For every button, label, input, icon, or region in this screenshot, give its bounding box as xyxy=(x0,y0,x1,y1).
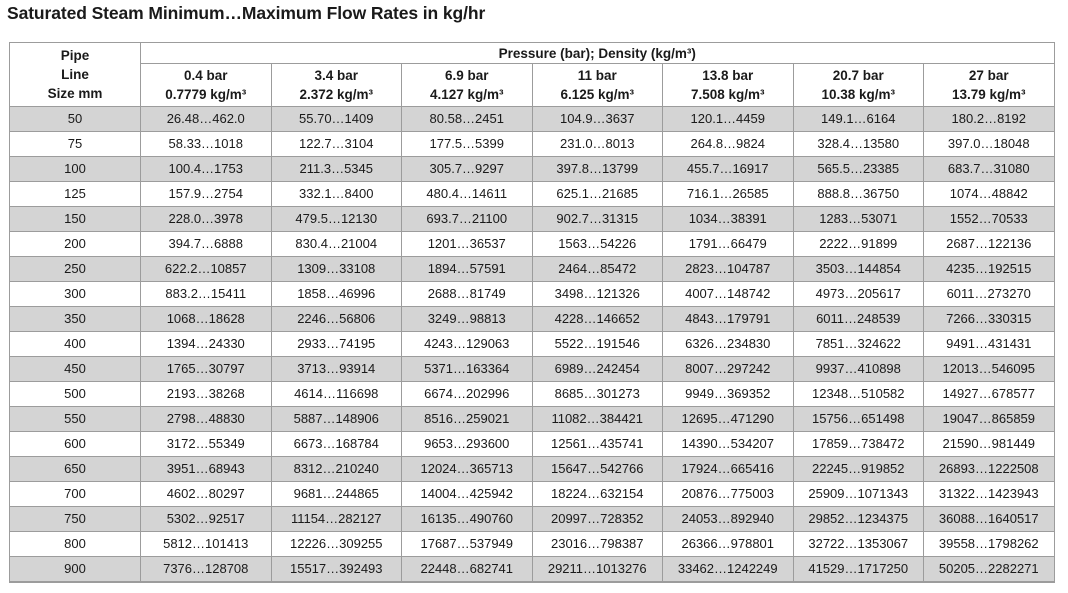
pipe-size-cell: 125 xyxy=(10,182,141,207)
flow-rate-cell: 149.1…6164 xyxy=(793,107,924,132)
flow-rate-cell: 17859…738472 xyxy=(793,432,924,457)
table-row xyxy=(10,557,1055,583)
flow-rate-cell: 1074…48842 xyxy=(924,182,1055,207)
pipe-size-cell: 350 xyxy=(10,307,141,332)
flow-rate-cell: 8312…210240 xyxy=(271,457,402,482)
flow-rate-cell: 622.2…10857 xyxy=(141,257,272,282)
flow-rate-cell: 15647…542766 xyxy=(532,457,663,482)
flow-rate-cell: 394.7…6888 xyxy=(141,232,272,257)
flow-rate-cell: 20876…775003 xyxy=(663,482,794,507)
table-row xyxy=(10,282,1055,307)
flow-rate-cell: 455.7…16917 xyxy=(663,157,794,182)
flow-rate-cell: 19047…865859 xyxy=(924,407,1055,432)
column-header-4 xyxy=(663,64,794,107)
table-row xyxy=(10,307,1055,332)
table-row xyxy=(10,182,1055,207)
flow-rate-cell: 3503…144854 xyxy=(793,257,924,282)
flow-rate-cell: 1068…18628 xyxy=(141,307,272,332)
column-header-2 xyxy=(402,64,533,107)
flow-rate-cell: 397.0…18048 xyxy=(924,132,1055,157)
flow-rate-cell: 1894…57591 xyxy=(402,257,533,282)
flow-rate-cell: 1394…24330 xyxy=(141,332,272,357)
flow-rate-cell: 7376…128708 xyxy=(141,557,272,583)
flow-rate-cell: 2464…85472 xyxy=(532,257,663,282)
flow-rate-cell: 830.4…21004 xyxy=(271,232,402,257)
flow-rate-cell: 104.9…3637 xyxy=(532,107,663,132)
flow-rate-cell: 397.8…13799 xyxy=(532,157,663,182)
pipe-size-cell: 800 xyxy=(10,532,141,557)
flow-rate-cell: 1791…66479 xyxy=(663,232,794,257)
flow-rate-cell: 24053…892940 xyxy=(663,507,794,532)
flow-rate-cell: 902.7…31315 xyxy=(532,207,663,232)
flow-rate-cell: 12226…309255 xyxy=(271,532,402,557)
flow-rate-cell: 5812…101413 xyxy=(141,532,272,557)
pipe-size-cell: 150 xyxy=(10,207,141,232)
flow-rate-cell: 1765…30797 xyxy=(141,357,272,382)
table-row xyxy=(10,357,1055,382)
flow-rate-cell: 41529…1717250 xyxy=(793,557,924,583)
flow-rate-cell: 883.2…15411 xyxy=(141,282,272,307)
column-pressure: 13.8 bar xyxy=(702,68,754,83)
pressure-density-group-header: Pressure (bar); Density (kg/m³) xyxy=(141,43,1055,64)
table-row xyxy=(10,532,1055,557)
flow-rate-cell: 480.4…14611 xyxy=(402,182,533,207)
pipe-size-cell: 75 xyxy=(10,132,141,157)
flow-rate-cell: 122.7…3104 xyxy=(271,132,402,157)
flow-rate-cell: 305.7…9297 xyxy=(402,157,533,182)
flow-rate-cell: 22245…919852 xyxy=(793,457,924,482)
flow-rate-cell: 2193…38268 xyxy=(141,382,272,407)
column-pressure: 3.4 bar xyxy=(314,68,359,83)
flow-rate-cell: 6989…242454 xyxy=(532,357,663,382)
flow-rate-cell: 22448…682741 xyxy=(402,557,533,583)
flow-rate-cell: 58.33…1018 xyxy=(141,132,272,157)
flow-rate-cell: 100.4…1753 xyxy=(141,157,272,182)
flow-rate-cell: 29852…1234375 xyxy=(793,507,924,532)
flow-rate-cell: 157.9…2754 xyxy=(141,182,272,207)
page-title: Saturated Steam Minimum…Maximum Flow Rates in kg/hr xyxy=(7,3,486,23)
flow-rate-cell: 32722…1353067 xyxy=(793,532,924,557)
column-header-6 xyxy=(924,64,1055,107)
column-pressure: 27 bar xyxy=(968,68,1009,83)
flow-rate-cell: 14390…534207 xyxy=(663,432,794,457)
flow-rate-cell: 6011…273270 xyxy=(924,282,1055,307)
table-row xyxy=(10,207,1055,232)
flow-rate-cell: 4614…116698 xyxy=(271,382,402,407)
pipe-size-cell: 750 xyxy=(10,507,141,532)
flow-rate-cell: 6674…202996 xyxy=(402,382,533,407)
flow-rate-cell: 565.5…23385 xyxy=(793,157,924,182)
flow-rate-cell: 693.7…21100 xyxy=(402,207,533,232)
flow-rate-cell: 80.58…2451 xyxy=(402,107,533,132)
flow-rate-cell: 4973…205617 xyxy=(793,282,924,307)
flow-rate-cell: 1563…54226 xyxy=(532,232,663,257)
flow-rate-cell: 5887…148906 xyxy=(271,407,402,432)
table-row xyxy=(10,382,1055,407)
pipe-size-header-line1: Pipe xyxy=(60,48,90,63)
table-header xyxy=(10,43,1055,107)
pipe-size-cell: 300 xyxy=(10,282,141,307)
flow-rate-cell: 29211…1013276 xyxy=(532,557,663,583)
flow-rate-cell: 6673…168784 xyxy=(271,432,402,457)
flow-rate-cell: 12024…365713 xyxy=(402,457,533,482)
table-row xyxy=(10,232,1055,257)
column-density: 4.127 kg/m³ xyxy=(429,87,504,102)
flow-rate-cell: 3713…93914 xyxy=(271,357,402,382)
flow-rate-cell: 12348…510582 xyxy=(793,382,924,407)
column-pressure: 0.4 bar xyxy=(183,68,228,83)
flow-rate-cell: 18224…632154 xyxy=(532,482,663,507)
column-density: 6.125 kg/m³ xyxy=(560,87,635,102)
flow-rate-cell: 625.1…21685 xyxy=(532,182,663,207)
pipe-size-cell: 400 xyxy=(10,332,141,357)
column-pressure: 20.7 bar xyxy=(832,68,884,83)
table-row xyxy=(10,132,1055,157)
flow-rate-cell: 120.1…4459 xyxy=(663,107,794,132)
flow-rate-cell: 26366…978801 xyxy=(663,532,794,557)
flow-rate-cell: 177.5…5399 xyxy=(402,132,533,157)
flow-rate-cell: 1858…46996 xyxy=(271,282,402,307)
flow-rate-cell: 17924…665416 xyxy=(663,457,794,482)
column-density: 10.38 kg/m³ xyxy=(821,87,896,102)
pipe-size-cell: 250 xyxy=(10,257,141,282)
flow-rate-cell: 39558…1798262 xyxy=(924,532,1055,557)
table-row xyxy=(10,332,1055,357)
flow-rate-cell: 31322…1423943 xyxy=(924,482,1055,507)
flow-rate-cell: 25909…1071343 xyxy=(793,482,924,507)
pipe-size-cell: 50 xyxy=(10,107,141,132)
table-row xyxy=(10,157,1055,182)
flow-rate-cell: 228.0…3978 xyxy=(141,207,272,232)
pipe-size-cell: 650 xyxy=(10,457,141,482)
flow-rate-cell: 4843…179791 xyxy=(663,307,794,332)
flow-rate-cell: 9949…369352 xyxy=(663,382,794,407)
flow-rate-cell: 14927…678577 xyxy=(924,382,1055,407)
flow-rate-cell: 1201…36537 xyxy=(402,232,533,257)
pipe-size-cell: 200 xyxy=(10,232,141,257)
flow-rate-cell: 26893…1222508 xyxy=(924,457,1055,482)
flow-rate-cell: 2798…48830 xyxy=(141,407,272,432)
flow-rate-cell: 50205…2282271 xyxy=(924,557,1055,583)
column-header-0 xyxy=(141,64,272,107)
flow-rate-cell: 888.8…36750 xyxy=(793,182,924,207)
flow-rate-cell: 11082…384421 xyxy=(532,407,663,432)
table-row xyxy=(10,107,1055,132)
pipe-size-cell: 450 xyxy=(10,357,141,382)
pipe-size-cell: 900 xyxy=(10,557,141,583)
flow-rate-cell: 15756…651498 xyxy=(793,407,924,432)
column-density: 0.7779 kg/m³ xyxy=(165,87,247,102)
flow-rate-cell: 8685…301273 xyxy=(532,382,663,407)
flow-rate-cell: 4602…80297 xyxy=(141,482,272,507)
flow-rate-cell: 21590…981449 xyxy=(924,432,1055,457)
flow-rate-cell: 8516…259021 xyxy=(402,407,533,432)
flow-rate-cell: 264.8…9824 xyxy=(663,132,794,157)
flow-rate-cell: 716.1…26585 xyxy=(663,182,794,207)
table-row xyxy=(10,482,1055,507)
flow-rate-cell: 479.5…12130 xyxy=(271,207,402,232)
flow-rate-cell: 17687…537949 xyxy=(402,532,533,557)
flow-rate-cell: 1552…70533 xyxy=(924,207,1055,232)
flow-rate-cell: 14004…425942 xyxy=(402,482,533,507)
flow-rate-cell: 4235…192515 xyxy=(924,257,1055,282)
flow-rate-cell: 11154…282127 xyxy=(271,507,402,532)
flow-rate-cell: 9491…431431 xyxy=(924,332,1055,357)
flow-rate-cell: 2688…81749 xyxy=(402,282,533,307)
flow-rate-cell: 9653…293600 xyxy=(402,432,533,457)
flow-rate-cell: 6011…248539 xyxy=(793,307,924,332)
pipe-size-header-line3: Size mm xyxy=(47,86,103,101)
flow-rate-cell: 1034…38391 xyxy=(663,207,794,232)
flow-rate-cell: 180.2…8192 xyxy=(924,107,1055,132)
flow-rate-cell: 5371…163364 xyxy=(402,357,533,382)
flow-rate-cell: 332.1…8400 xyxy=(271,182,402,207)
table-row xyxy=(10,457,1055,482)
pipe-size-cell: 550 xyxy=(10,407,141,432)
flow-rate-cell: 4243…129063 xyxy=(402,332,533,357)
flow-rate-cell: 3951…68943 xyxy=(141,457,272,482)
flow-rate-cell: 3172…55349 xyxy=(141,432,272,457)
flow-rate-cell: 4007…148742 xyxy=(663,282,794,307)
flow-rate-cell: 211.3…5345 xyxy=(271,157,402,182)
table-body xyxy=(10,107,1055,583)
column-pressure: 11 bar xyxy=(577,68,617,83)
pipe-size-cell: 100 xyxy=(10,157,141,182)
pipe-size-header-line2: Line xyxy=(61,67,89,82)
flow-rate-cell: 6326…234830 xyxy=(663,332,794,357)
column-header-5 xyxy=(793,64,924,107)
column-density: 2.372 kg/m³ xyxy=(299,87,374,102)
flow-rate-cell: 2246…56806 xyxy=(271,307,402,332)
flow-rate-cell: 9681…244865 xyxy=(271,482,402,507)
flow-rate-cell: 1309…33108 xyxy=(271,257,402,282)
pipe-size-cell: 600 xyxy=(10,432,141,457)
flow-rate-cell: 2222…91899 xyxy=(793,232,924,257)
column-density: 7.508 kg/m³ xyxy=(690,87,765,102)
flow-rate-cell: 3498…121326 xyxy=(532,282,663,307)
flow-rate-cell: 8007…297242 xyxy=(663,357,794,382)
flow-rate-cell: 12013…546095 xyxy=(924,357,1055,382)
table-row xyxy=(10,407,1055,432)
table-row xyxy=(10,432,1055,457)
table-row xyxy=(10,507,1055,532)
column-header-1 xyxy=(271,64,402,107)
column-density: 13.79 kg/m³ xyxy=(951,87,1026,102)
flow-rate-cell: 55.70…1409 xyxy=(271,107,402,132)
pipe-size-header xyxy=(10,43,141,107)
flow-rate-cell: 1283…53071 xyxy=(793,207,924,232)
flow-rate-cell: 683.7…31080 xyxy=(924,157,1055,182)
flow-rate-cell: 36088…1640517 xyxy=(924,507,1055,532)
column-header-3 xyxy=(532,64,663,107)
flow-rate-cell: 23016…798387 xyxy=(532,532,663,557)
flow-rate-cell: 20997…728352 xyxy=(532,507,663,532)
flow-rate-table xyxy=(9,42,1055,583)
flow-rate-cell: 7266…330315 xyxy=(924,307,1055,332)
flow-rate-cell: 4228…146652 xyxy=(532,307,663,332)
flow-rate-cell: 12561…435741 xyxy=(532,432,663,457)
flow-rate-cell: 26.48…462.0 xyxy=(141,107,272,132)
flow-rate-cell: 5522…191546 xyxy=(532,332,663,357)
flow-rate-cell: 5302…92517 xyxy=(141,507,272,532)
table-row xyxy=(10,257,1055,282)
pipe-size-cell: 500 xyxy=(10,382,141,407)
pipe-size-cell: 700 xyxy=(10,482,141,507)
flow-rate-cell: 231.0…8013 xyxy=(532,132,663,157)
flow-rate-cell: 3249…98813 xyxy=(402,307,533,332)
flow-rate-cell: 328.4…13580 xyxy=(793,132,924,157)
flow-rate-cell: 2823…104787 xyxy=(663,257,794,282)
flow-rate-cell: 2933…74195 xyxy=(271,332,402,357)
flow-rate-cell: 2687…122136 xyxy=(924,232,1055,257)
column-pressure: 6.9 bar xyxy=(444,68,489,83)
flow-rate-cell: 16135…490760 xyxy=(402,507,533,532)
flow-rate-cell: 33462…1242249 xyxy=(663,557,794,583)
flow-rate-cell: 7851…324622 xyxy=(793,332,924,357)
flow-rate-cell: 12695…471290 xyxy=(663,407,794,432)
flow-rate-cell: 15517…392493 xyxy=(271,557,402,583)
flow-rate-cell: 9937…410898 xyxy=(793,357,924,382)
